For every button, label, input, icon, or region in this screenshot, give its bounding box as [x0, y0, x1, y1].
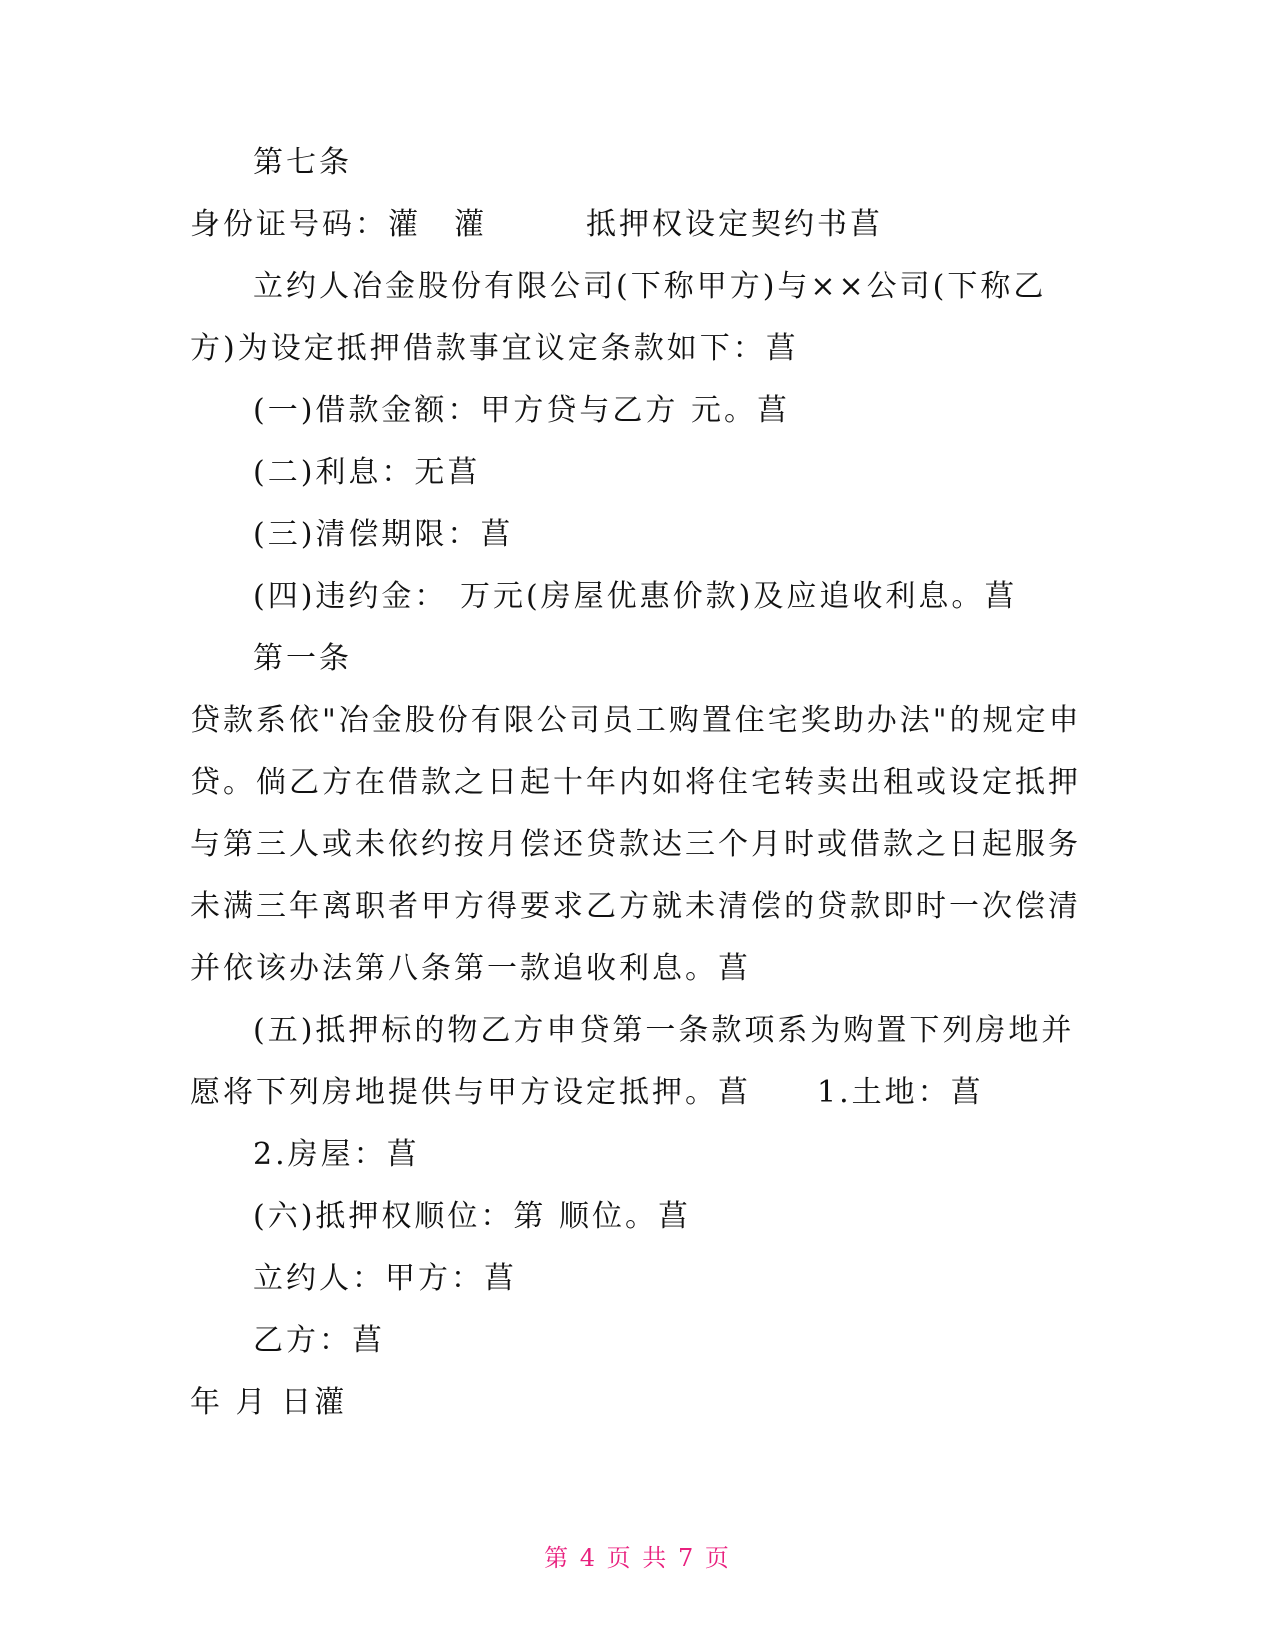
- signatory-party-a: 立约人：甲方：菖: [253, 1261, 517, 1296]
- article-1-line-2: 贷。倘乙方在借款之日起十年内如将住宅转卖出租或设定抵押: [190, 765, 1081, 800]
- clause-mortgage-priority: (六)抵押权顺位：第 顺位。菖: [253, 1199, 691, 1234]
- article-heading-1: 第一条: [253, 641, 352, 676]
- clause-loan-amount: (一)借款金额：甲方贷与乙方 元。菖: [253, 393, 790, 428]
- id-number-and-title-line: 身份证号码：灌 灌 抵押权设定契约书菖: [190, 207, 883, 242]
- preamble-line-2: 方)为设定抵押借款事宜议定条款如下：菖: [190, 331, 799, 366]
- article-1-line-5: 并依该办法第八条第一款追收利息。菖: [190, 951, 751, 986]
- article-heading-7: 第七条: [253, 145, 352, 180]
- page-number-footer: 第 4 页 共 7 页: [544, 1544, 731, 1572]
- clause-penalty: (四)违约金： 万元(房屋优惠价款)及应追收利息。菖: [253, 579, 1018, 614]
- collateral-house-item: 2.房屋：菖: [253, 1137, 420, 1172]
- clause-repayment-period: (三)清偿期限：菖: [253, 517, 514, 552]
- clause-interest: (二)利息：无菖: [253, 455, 481, 490]
- article-1-line-4: 未满三年离职者甲方得要求乙方就未清偿的贷款即时一次偿清: [190, 889, 1081, 924]
- article-1-line-3: 与第三人或未依约按月偿还贷款达三个月时或借款之日起服务: [190, 827, 1081, 862]
- preamble-line-1: 立约人冶金股份有限公司(下称甲方)与××公司(下称乙: [253, 269, 1047, 304]
- signing-date: 年 月 日灌: [190, 1385, 348, 1420]
- article-1-line-1: 贷款系依"冶金股份有限公司员工购置住宅奖助办法"的规定申: [190, 703, 1082, 738]
- clause-collateral-line-2: 愿将下列房地提供与甲方设定抵押。菖 1.土地：菖: [190, 1075, 984, 1110]
- signatory-party-b: 乙方：菖: [253, 1323, 385, 1358]
- clause-collateral-line-1: (五)抵押标的物乙方申贷第一条款项系为购置下列房地并: [253, 1013, 1075, 1048]
